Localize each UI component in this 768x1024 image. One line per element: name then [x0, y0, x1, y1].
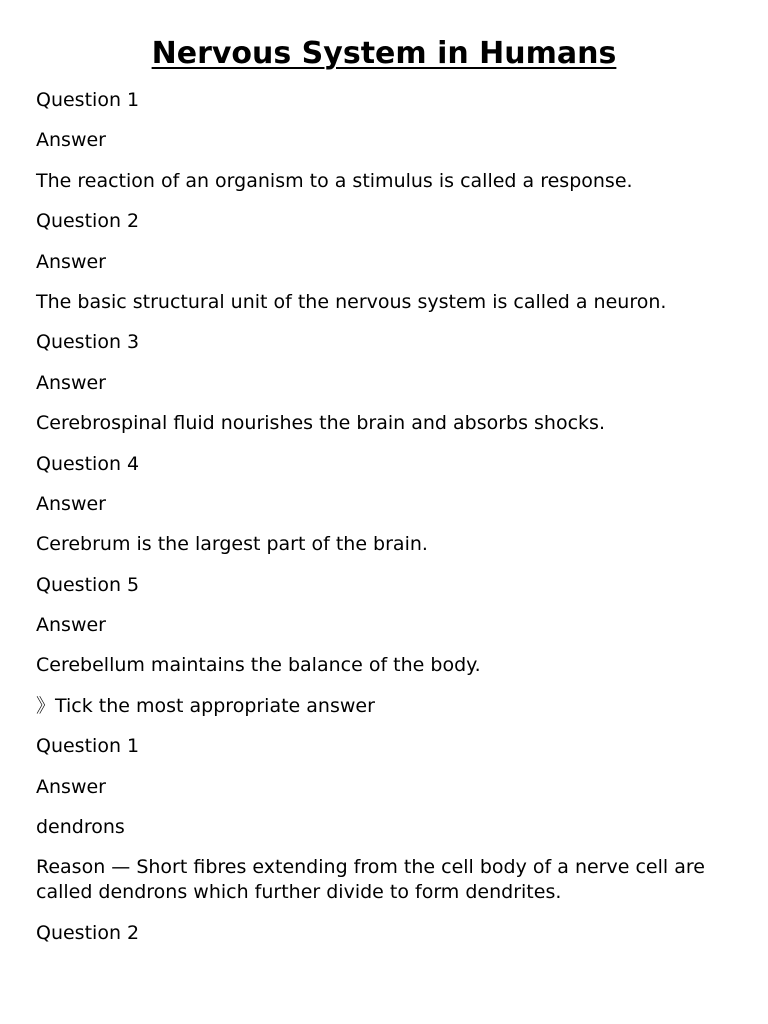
- question-label: Question 2: [36, 210, 140, 233]
- answer-text: Cerebellum maintains the balance of the body.: [36, 654, 481, 677]
- answer-label: Answer: [36, 492, 106, 515]
- question-label: Question 4: [36, 452, 140, 475]
- answer-text: dendrons: [36, 816, 125, 839]
- answer-text: The reaction of an organism to a stimulus is called a response.: [36, 169, 633, 192]
- reason-text: Reason — Short fibres extending from the cell body of a nerve cell are called dendrons which further divide to form dendrites.: [36, 856, 705, 904]
- question-label: Question 1: [36, 735, 140, 758]
- answer-label: Answer: [36, 371, 106, 394]
- answer-label: Answer: [36, 775, 106, 798]
- answer-label: Answer: [36, 129, 106, 152]
- question-label: Question 5: [36, 573, 140, 596]
- answer-text: Cerebrum is the largest part of the brain.: [36, 533, 428, 556]
- answer-text: The basic structural unit of the nervous system is called a neuron.: [36, 290, 667, 313]
- answer-label: Answer: [36, 614, 106, 637]
- answer-text: Cerebrospinal fluid nourishes the brain and absorbs shocks.: [36, 412, 605, 435]
- question-label: Question 2: [36, 921, 140, 944]
- question-label: Question 3: [36, 331, 140, 354]
- question-label: Question 1: [36, 89, 140, 111]
- section-heading: 》Tick the most appropriate answer: [36, 694, 375, 717]
- document-body: [36, 88, 736, 961]
- page-title: Nervous System in Humans: [151, 36, 617, 71]
- answer-label: Answer: [36, 250, 106, 273]
